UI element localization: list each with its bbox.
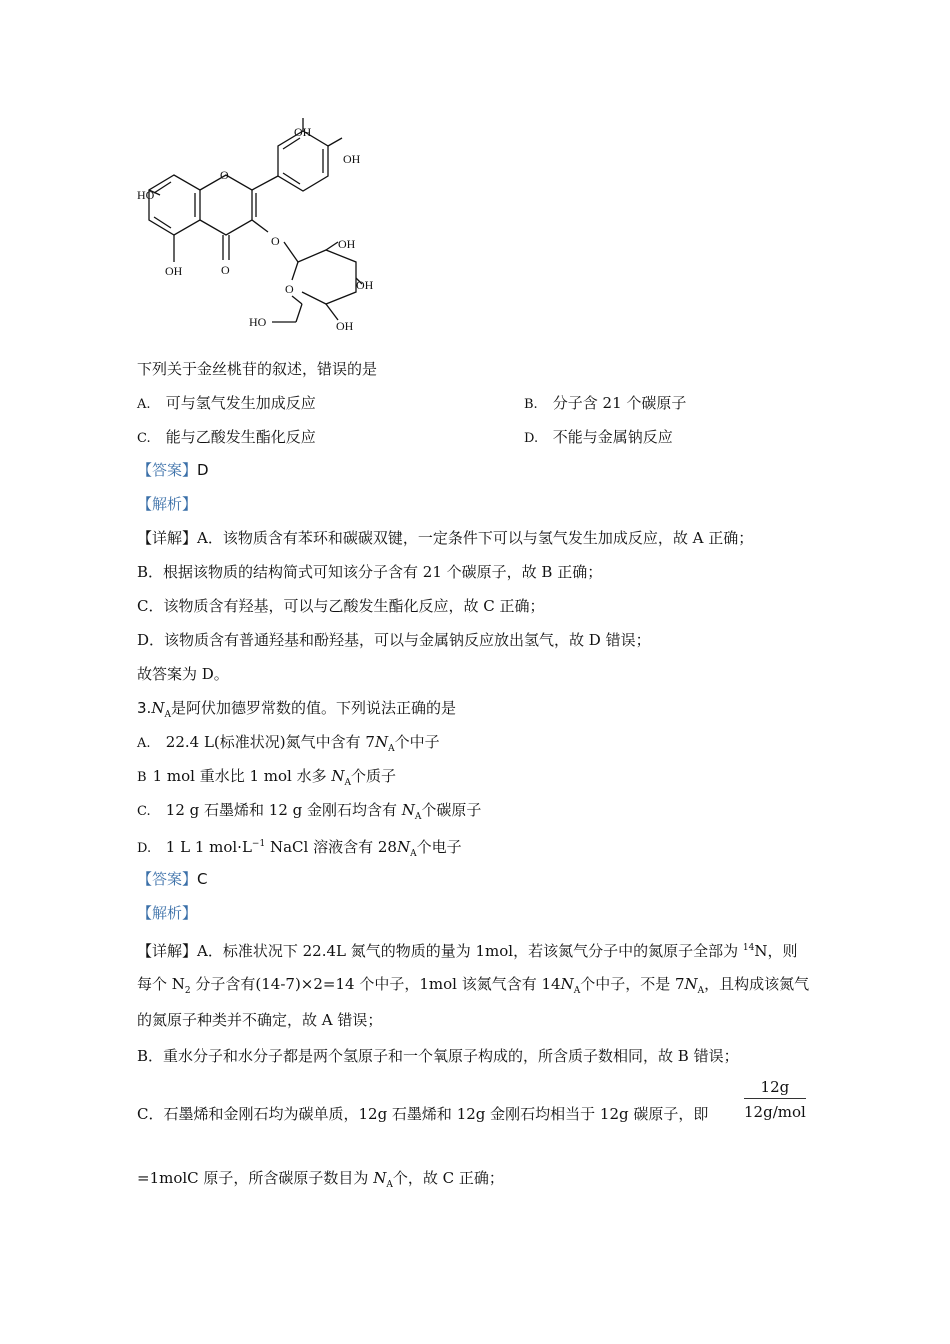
q2-answer-tag: 【答案】	[137, 461, 198, 479]
q3-detail-line3: 的氮原子种类并不确定，故 A 错误；	[137, 1011, 383, 1029]
label-ho-left: HO	[137, 188, 155, 202]
q3-option-d-sup: −1	[251, 839, 266, 849]
q3-option-b-post: 个质子	[351, 767, 397, 785]
q3-detail2-a: 每个 N	[137, 975, 185, 993]
q2-answer-value: D	[197, 461, 209, 479]
q3-option-b	[137, 766, 396, 793]
q3-detail2-na2: N	[684, 975, 698, 993]
q2-option-b-label: B.	[524, 397, 538, 412]
label-carbonyl-o: O	[221, 263, 230, 277]
fraction-12g-over-12g-per-mol	[744, 1078, 806, 1121]
q2-option-a	[137, 393, 316, 415]
q3-option-d-na: N	[396, 838, 411, 856]
q3-option-c-post: 个碳原子	[421, 801, 482, 819]
q3-option-c-na: N	[401, 801, 415, 819]
q2-option-d-label: D.	[524, 431, 539, 446]
ring-c	[200, 175, 252, 235]
q3-option-d	[137, 834, 462, 864]
q3-detail1-sup: 14	[742, 943, 755, 953]
label-ether-o: O	[271, 234, 280, 248]
q3-detail2-na1-sub: A	[573, 986, 581, 996]
q2-option-b	[524, 393, 686, 415]
q3-option-c-label: C.	[137, 804, 151, 819]
q3-detail2-na2-sub: A	[697, 986, 705, 996]
q3-detail-line4: B．重水分子和水分子都是两个氢原子和一个氧原子构成的，所含质子数相同，故 B 错误；	[137, 1047, 739, 1065]
q3-option-c-na-sub: A	[414, 812, 422, 822]
q3-stem	[137, 698, 456, 725]
q3-option-d-post: 个电子	[416, 838, 462, 856]
q2-option-c-label: C.	[137, 431, 151, 446]
q3-answer	[137, 869, 208, 889]
q2-option-a-text: 可与氢气发生加成反应	[165, 394, 316, 412]
label-sugar-oh-right: OH	[356, 278, 374, 292]
q3-option-d-na-sub: A	[410, 849, 417, 859]
q3-detail2-sub: 2	[184, 986, 191, 996]
q3-option-a-na-sub: A	[388, 744, 395, 754]
q3-option-b-na-sub: A	[344, 778, 351, 788]
label-sugar-o: O	[285, 282, 294, 296]
q3-option-b-label: B	[137, 770, 147, 785]
q2-detail-a: 【详解】A．该物质含有苯环和碳碳双键，一定条件下可以与氢气发生加成反应，故 A 正确；	[137, 529, 754, 547]
ring-a	[149, 175, 200, 235]
q3-option-a-label: A.	[137, 736, 151, 751]
q3-option-d-pre: 1 L 1 mol·L	[165, 838, 252, 856]
q3-answer-value: C	[197, 870, 208, 888]
q2-option-c	[137, 427, 316, 449]
q2-detail-d: D．该物质含有普通羟基和酚羟基，可以与金属钠反应放出氢气，故 D 错误；	[137, 631, 651, 649]
label-oh-bottom-left: OH	[165, 264, 183, 278]
sugar-ring	[298, 250, 356, 304]
q3-option-b-na: N	[331, 767, 345, 785]
q3-detail-line6	[137, 1168, 504, 1195]
label-oh-right: OH	[343, 152, 361, 166]
q3-option-a-pre: 22.4 L(标准状况)氮气中含有 7	[165, 733, 375, 751]
q3-option-a-na: N	[374, 733, 389, 751]
q3-analysis-tag: 【解析】	[137, 904, 198, 922]
q3-option-c	[137, 800, 481, 827]
q2-option-b-text: 分子含 21 个碳原子	[552, 394, 687, 412]
q3-detail6-a: =1molC 原子，所含碳原子数目为	[137, 1169, 374, 1187]
q3-detail1-b: N，则	[754, 942, 798, 960]
q3-detail2-c: 个中子，不是 7	[580, 975, 685, 993]
q3-detail2-b: 分子含有(14-7)×2=14 个中子，1mol 该氮气含有 14	[190, 975, 561, 993]
q2-detail-c: C．该物质含有羟基，可以与乙酸发生酯化反应，故 C 正确；	[137, 597, 545, 615]
q3-detail2-d: ，且构成该氮气	[704, 975, 810, 993]
q2-option-a-label: A.	[137, 397, 151, 412]
label-ring-o: O	[220, 168, 229, 182]
q2-option-c-text: 能与乙酸发生酯化反应	[165, 428, 316, 446]
q3-detail2-na1: N	[560, 975, 574, 993]
q3-na: N	[151, 699, 165, 717]
q3-detail6-na: N	[373, 1169, 387, 1187]
q3-detail-line1	[137, 938, 797, 961]
label-sugar-oh-bottom: OH	[336, 319, 354, 333]
q2-analysis-tag: 【解析】	[137, 495, 198, 513]
q3-answer-tag: 【答案】	[137, 870, 198, 888]
q2-stem: 下列关于金丝桃苷的叙述，错误的是	[137, 360, 378, 378]
q3-detail-line5: C．石墨烯和金刚石均为碳单质，12g 石墨烯和 12g 金刚石均相当于 12g 碳原子，即	[137, 1105, 709, 1123]
q3-stem-text: 是阿伏加德罗常数的值。下列说法正确的是	[170, 699, 456, 717]
q3-number: 3.	[137, 699, 152, 717]
q2-answer	[137, 460, 209, 480]
q2-conclusion: 故答案为 D。	[137, 665, 229, 683]
q3-option-d-label: D.	[137, 841, 152, 856]
ring-b	[278, 131, 328, 191]
q3-option-a	[137, 732, 440, 759]
q3-option-b-pre: 1 mol 重水比 1 mol 水多	[152, 767, 332, 785]
q3-option-a-post: 个中子	[394, 733, 440, 751]
q2-option-d	[524, 427, 673, 449]
label-sugar-ho: HO	[249, 315, 267, 329]
fraction-denominator: 12g/mol	[744, 1103, 806, 1121]
hyperoside-structure-diagram	[0, 0, 950, 345]
label-oh-top: OH	[294, 125, 312, 139]
q3-detail-line2	[137, 974, 809, 1001]
fraction-numerator: 12g	[744, 1078, 806, 1099]
q3-detail1-a: 【详解】A．标准状况下 22.4L 氮气的物质的量为 1mol，若该氮气分子中的氮原子全部为	[137, 942, 743, 960]
q3-na-sub: A	[164, 710, 171, 720]
label-sugar-oh-top: OH	[338, 237, 356, 251]
q3-detail6-na-sub: A	[386, 1180, 393, 1190]
q2-detail-b: B．根据该物质的结构简式可知该分子含有 21 个碳原子，故 B 正确；	[137, 563, 603, 581]
q3-option-d-mid: NaCl 溶液含有 28	[265, 838, 397, 856]
q3-option-c-pre: 12 g 石墨烯和 12 g 金刚石均含有	[165, 801, 402, 819]
q3-detail6-b: 个，故 C 正确；	[392, 1169, 504, 1187]
q2-option-d-text: 不能与金属钠反应	[552, 428, 673, 446]
